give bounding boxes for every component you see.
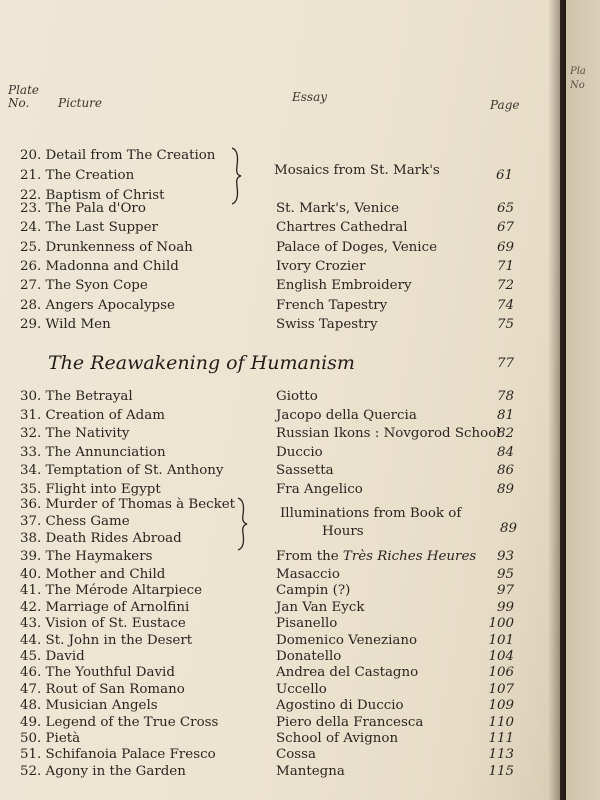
essay-title: Jan Van Eyck [276,599,365,615]
plate-picture: 35. Flight into Egypt [20,481,161,497]
plate-picture: 28. Angers Apocalypse [20,297,175,313]
essay-title: French Tapestry [276,297,388,313]
essay-title: Swiss Tapestry [276,316,378,332]
plate-picture: 36. Murder of Thomas à Becket [20,497,236,512]
plate-picture: 31. Creation of Adam [20,407,165,423]
essay-title: Russian Ikons : Novgorod School [276,426,501,441]
page-number: 84 [496,444,514,460]
list-item [0,298,560,316]
header-essay: Essay [292,90,328,104]
page-number: 111 [488,731,514,746]
essay-title: Duccio [276,444,323,460]
list-item [0,201,560,219]
plate-picture: 41. The Mérode Altarpiece [20,583,203,599]
essay-prefix: From the [276,549,343,564]
list-item [0,567,560,585]
page-number: 101 [488,632,514,648]
essay-title: Cossa [276,747,317,763]
plate-picture: 49. Legend of the True Cross [20,714,219,730]
list-item [0,747,560,765]
plate-picture: 32. The Nativity [20,426,130,441]
list-item [0,408,560,426]
plate-picture: 23. The Pala d'Oro [20,201,146,216]
plate-picture: 33. The Annunciation [20,444,166,460]
header-plate-no: Plate No. [8,83,39,110]
page-number: 115 [488,763,514,779]
plate-picture: 40. Mother and Child [20,567,166,582]
list-item [0,616,560,634]
plate-picture: 37. Chess Game [20,514,130,529]
list-item [0,463,560,481]
essay-title: St. Mark's, Venice [276,201,400,216]
essay-title: Domenico Veneziano [276,632,418,648]
page-number: 95 [496,567,514,582]
section-page: 77 [496,356,514,371]
group-a-essay: Mosaics from St. Mark's [274,163,440,178]
list-item [0,549,560,567]
page-number: 69 [496,239,514,255]
page-number: 109 [488,698,514,714]
facing-page-fragment: Pla [570,66,586,77]
list-item [0,389,560,407]
essay-title: Ivory Crozier [276,258,366,274]
group-a-page: 61 [496,168,514,183]
group-b-essay-line1: Illuminations from Book of [280,506,462,521]
essay-title: Giotto [276,389,318,404]
plate-picture: 26. Madonna and Child [20,258,179,274]
essay-title: Chartres Cathedral [276,220,408,236]
page-number: 75 [496,316,514,332]
page-number: 72 [496,278,514,294]
list-item [0,764,560,782]
book-gutter [548,0,566,800]
page-number: 78 [496,389,514,404]
essay-title: Uccello [276,681,327,697]
group-b-essay-line2: Hours [322,524,364,539]
page-number: 100 [488,616,514,632]
page-number: 106 [488,665,514,681]
plate-picture: 22. Baptism of Christ [20,188,165,203]
plate-picture: 34. Temptation of St. Anthony [20,463,224,478]
header-page: Page [490,98,520,112]
essay-title: Sassetta [276,463,334,478]
plate-picture: 24. The Last Supper [20,220,158,236]
plate-picture: 29. Wild Men [20,316,111,332]
plate-picture: 20. Detail from The Creation [20,148,216,163]
plate-picture: 25. Drunkenness of Noah [20,239,193,255]
page-number: 71 [496,258,514,274]
page-number: 99 [496,599,514,615]
list-item [0,633,560,651]
list-item [0,698,560,716]
list-item [0,600,560,618]
essay-title: Piero della Francesca [276,714,424,730]
plate-picture: 46. The Youthful David [20,665,175,681]
plate-picture: 45. David [20,649,85,664]
list-item [0,649,560,667]
page-number: 93 [496,549,514,564]
group-b-essay [280,505,461,541]
page-number: 81 [496,407,514,423]
page-number: 107 [488,681,514,697]
plate-picture: 48. Musician Angels [20,698,158,714]
essay-title: Agostino di Duccio [276,698,404,714]
page-number: 82 [496,426,514,441]
list-item [0,426,560,444]
list-item [0,682,560,700]
facing-page [566,0,600,800]
page-number: 86 [496,463,514,478]
page-number: 104 [488,649,514,664]
page-number: 113 [488,747,514,763]
section-title: The Reawakening of Humanism [48,352,355,374]
essay-title: Masaccio [276,567,340,582]
facing-page-fragment: No [570,80,585,91]
plate-picture: 21. The Creation [20,168,135,183]
list-item [0,731,560,749]
group-b-page: 89 [500,521,518,536]
page-number: 97 [496,583,514,599]
page-number: 89 [496,481,514,497]
essay-italic-title: Très Riches Heures [342,549,477,564]
essay-title: School of Avignon [276,731,399,746]
page-number: 67 [496,220,514,236]
plate-picture: 47. Rout of San Romano [20,681,185,697]
essay-title: Andrea del Castagno [276,665,419,681]
plate-picture: 38. Death Rides Abroad [20,531,182,546]
page-number: 110 [488,714,514,730]
plate-picture: 27. The Syon Cope [20,278,148,294]
essay-title: Pisanello [276,616,338,632]
essay-title: Palace of Doges, Venice [276,239,437,255]
plate-picture: 44. St. John in the Desert [20,632,193,648]
plate-picture: 39. The Haymakers [20,549,153,564]
plate-picture: 50. Pietà [20,731,81,746]
list-item [0,317,560,335]
list-item [0,583,560,601]
page-number: 74 [496,297,514,313]
list-item [0,715,560,733]
plate-picture: 51. Schifanoia Palace Fresco [20,747,216,763]
page-number: 65 [496,201,514,216]
list-item [0,220,560,238]
essay-title: Mantegna [276,763,345,779]
plate-picture: 30. The Betrayal [20,389,133,404]
list-item [0,259,560,277]
essay-title: Campin (?) [276,583,351,599]
list-item [0,665,560,683]
list-item [0,240,560,258]
essay-title: Jacopo della Quercia [276,407,417,423]
plate-picture: 43. Vision of St. Eustace [20,616,186,632]
plate-picture: 42. Marriage of Arnolfini [20,599,190,615]
essay-title: English Embroidery [276,278,412,294]
essay-title: Fra Angelico [276,481,363,497]
header-picture: Picture [58,96,103,110]
plate-picture: 52. Agony in the Garden [20,763,186,779]
list-item [0,278,560,296]
bracket-brace [228,146,244,206]
essay-title: Donatello [276,649,342,664]
essay-title [276,549,476,564]
bracket-brace [234,496,250,552]
list-item [0,445,560,463]
